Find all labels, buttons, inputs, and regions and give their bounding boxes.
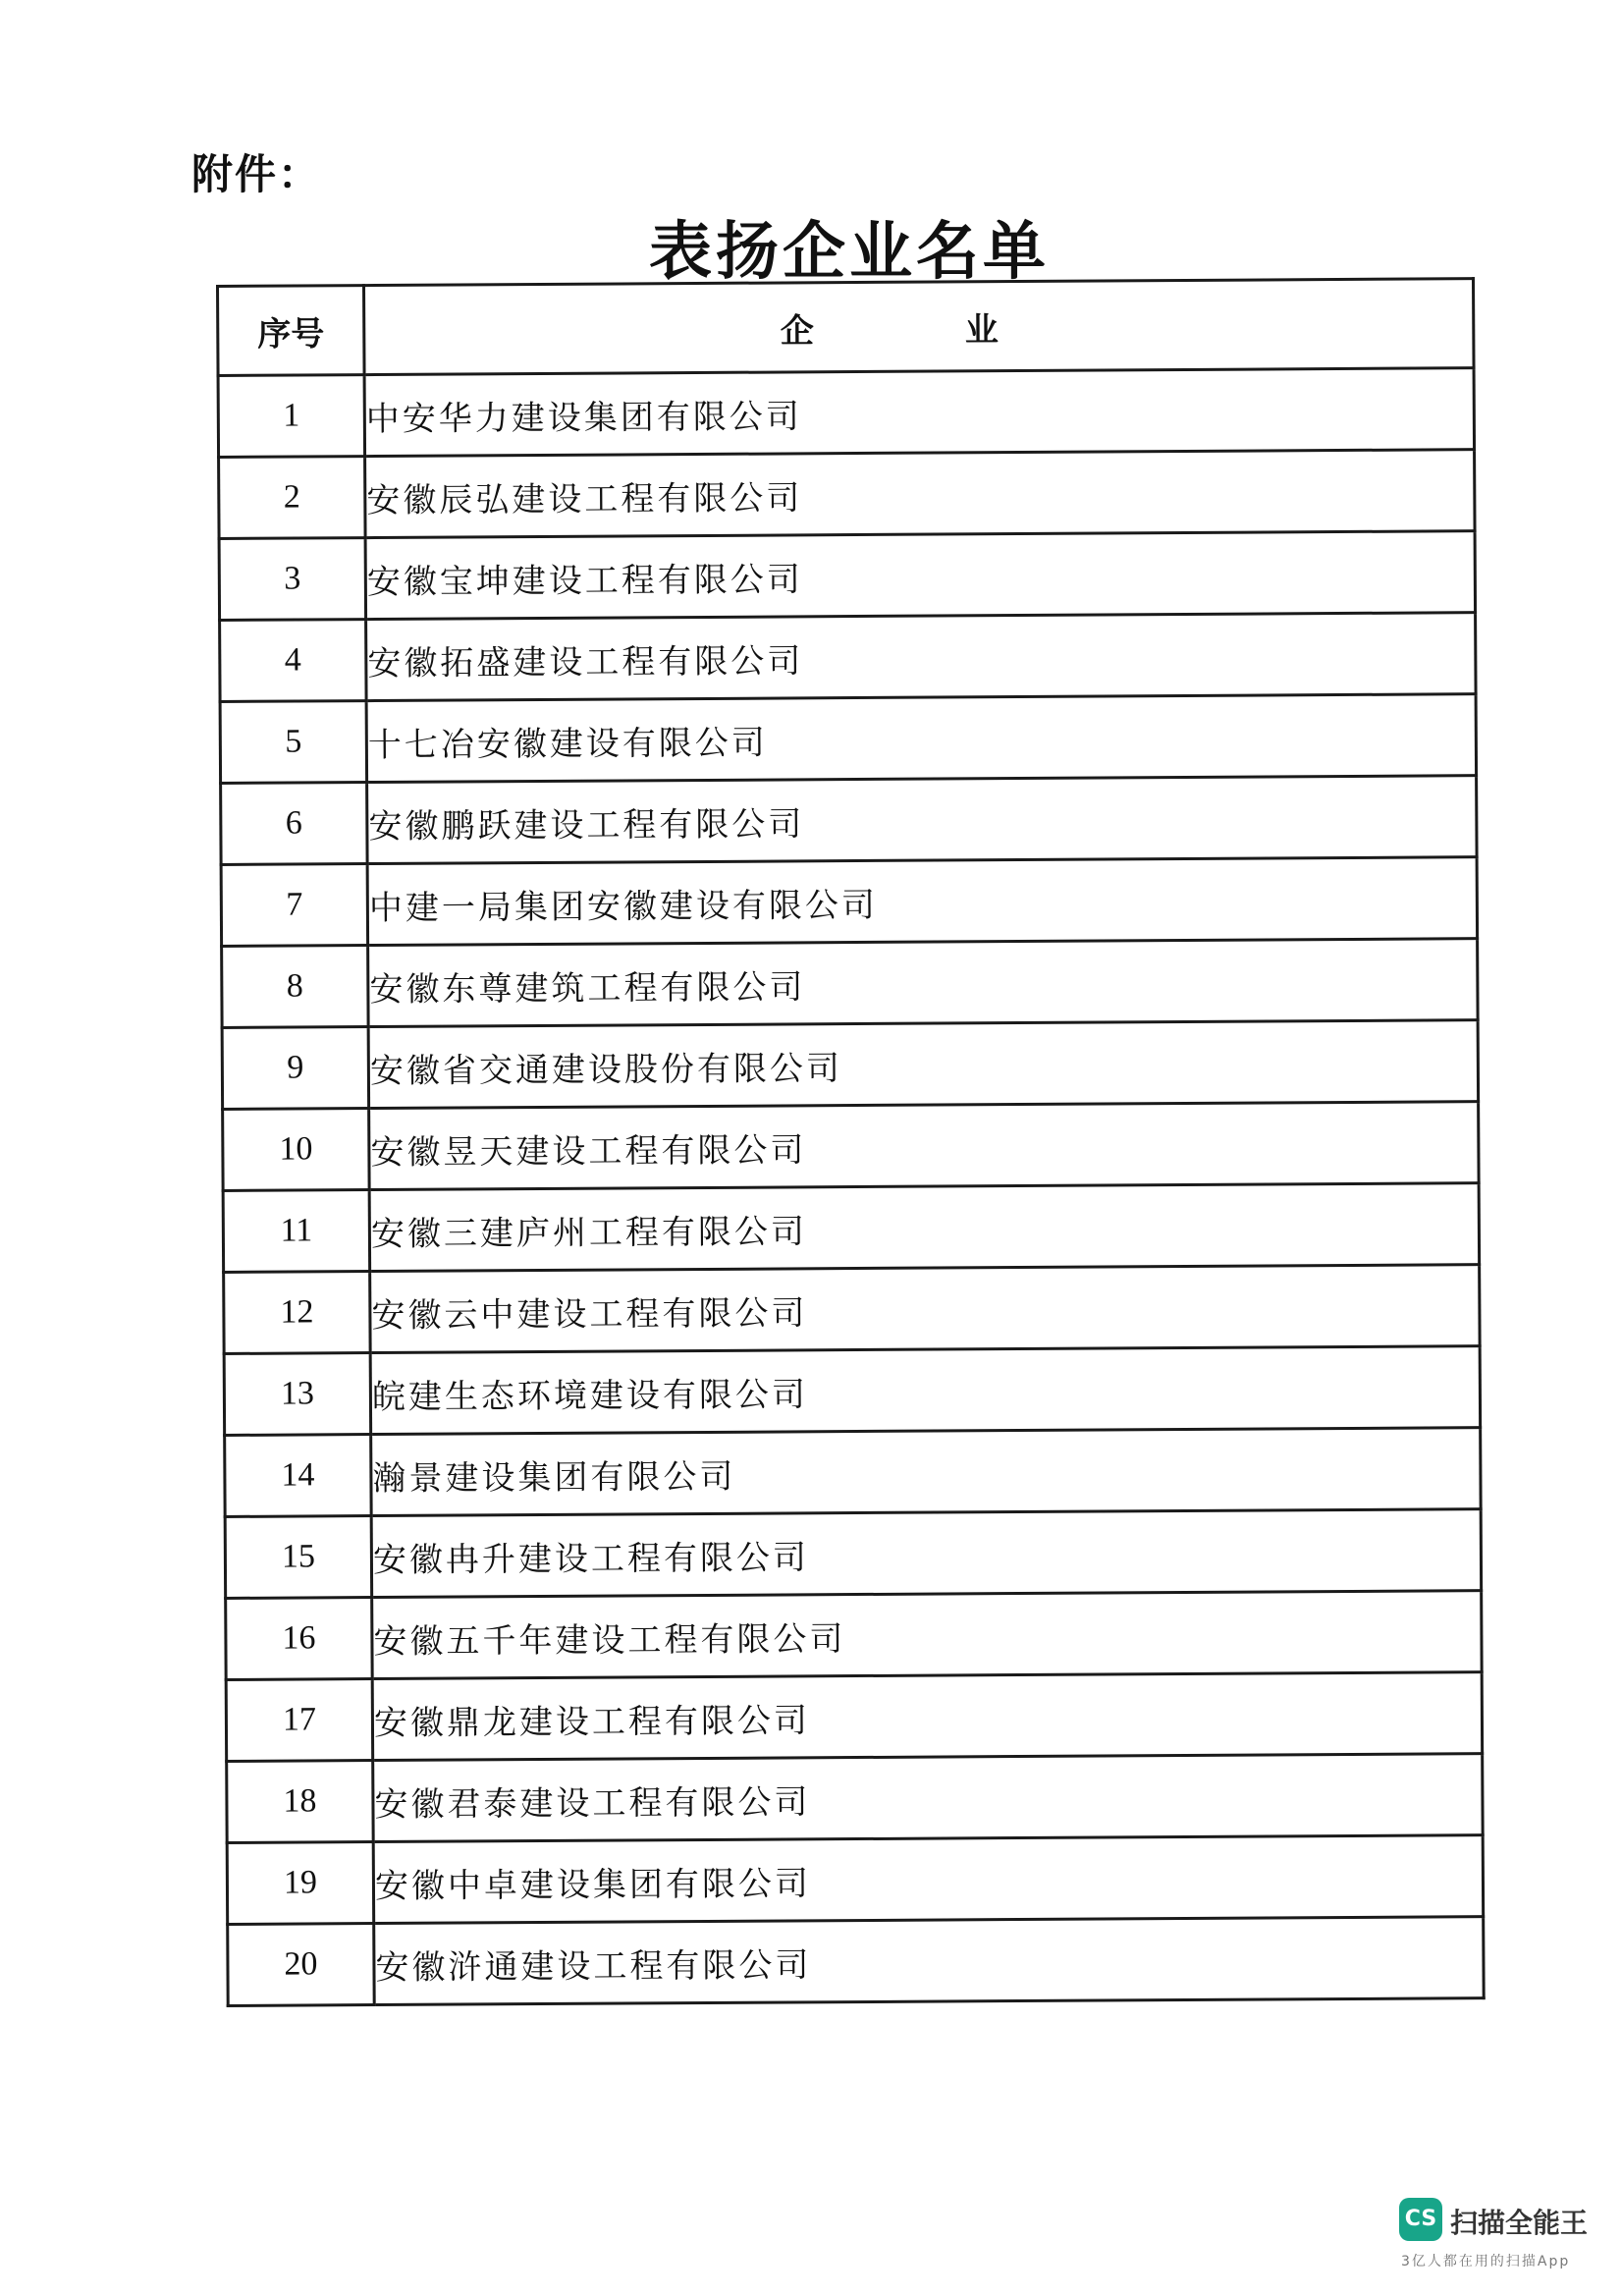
table-row — [220, 694, 1476, 784]
table-row — [225, 1428, 1481, 1517]
row-number: 2 — [219, 457, 366, 539]
table-row — [220, 613, 1476, 702]
row-number: 9 — [222, 1027, 369, 1110]
row-number: 1 — [218, 375, 365, 458]
enterprise-name: 安徽昱天建设工程有限公司 — [369, 1102, 1479, 1190]
column-header-enterprise: 企 业 — [364, 279, 1475, 375]
enterprise-name: 中安华力建设集团有限公司 — [364, 368, 1474, 457]
table-row — [224, 1265, 1480, 1354]
row-number: 5 — [220, 701, 367, 784]
enterprise-name: 十七冶安徽建设有限公司 — [366, 694, 1476, 783]
enterprise-name: 中建一局集团安徽建设有限公司 — [367, 857, 1477, 946]
table-row — [227, 1835, 1483, 1925]
enterprise-name: 安徽宝坤建设工程有限公司 — [365, 531, 1475, 620]
enterprise-name: 瀚景建设集团有限公司 — [371, 1428, 1481, 1516]
row-number: 17 — [226, 1679, 373, 1762]
table-row — [221, 857, 1477, 947]
watermark-tagline: 3亿人都在用的扫描App — [1401, 2254, 1571, 2269]
enterprise-name: 安徽浒通建设工程有限公司 — [374, 1917, 1484, 2005]
row-number: 3 — [219, 538, 366, 621]
row-number: 15 — [225, 1516, 372, 1599]
enterprise-name: 安徽鼎龙建设工程有限公司 — [372, 1672, 1482, 1761]
table-row — [223, 1102, 1479, 1191]
row-number: 8 — [222, 946, 369, 1028]
row-number: 7 — [221, 864, 368, 947]
table-row — [218, 368, 1474, 458]
enterprise-name: 安徽冉升建设工程有限公司 — [371, 1509, 1481, 1598]
camscanner-logo-icon: CS — [1399, 2198, 1442, 2241]
table-row — [222, 939, 1478, 1028]
row-number: 20 — [228, 1924, 375, 2006]
enterprise-name: 安徽拓盛建设工程有限公司 — [366, 613, 1476, 701]
table-row — [228, 1917, 1484, 2006]
table-row — [226, 1672, 1482, 1762]
enterprise-name: 安徽三建庐州工程有限公司 — [369, 1183, 1479, 1272]
attachment-label: 附件： — [191, 150, 322, 198]
row-number: 4 — [220, 620, 367, 702]
row-number: 18 — [227, 1761, 374, 1843]
table-row — [226, 1591, 1482, 1680]
table-row — [224, 1346, 1480, 1436]
enterprise-name: 安徽五千年建设工程有限公司 — [372, 1591, 1482, 1679]
row-number: 14 — [225, 1435, 372, 1517]
table-row — [225, 1509, 1481, 1599]
enterprise-name: 皖建生态环境建设有限公司 — [370, 1346, 1480, 1435]
table-row — [223, 1183, 1479, 1273]
scanner-watermark — [1399, 2198, 1595, 2276]
row-number: 16 — [226, 1598, 373, 1680]
row-number: 12 — [224, 1272, 371, 1354]
row-number: 11 — [223, 1190, 370, 1273]
row-number: 10 — [223, 1109, 370, 1191]
enterprise-name: 安徽云中建设工程有限公司 — [370, 1265, 1480, 1353]
row-number: 13 — [224, 1353, 371, 1436]
enterprise-name: 安徽中卓建设集团有限公司 — [373, 1835, 1483, 1924]
watermark-app-name: 扫描全能王 — [1450, 2207, 1589, 2239]
page-title: 表扬企业名单 — [649, 215, 1050, 289]
table-row — [227, 1754, 1483, 1843]
column-header-number: 序号 — [218, 286, 365, 376]
enterprise-name: 安徽省交通建设股份有限公司 — [368, 1020, 1478, 1109]
enterprise-name: 安徽东尊建筑工程有限公司 — [368, 939, 1478, 1027]
table-row — [219, 450, 1475, 539]
enterprise-name: 安徽君泰建设工程有限公司 — [373, 1754, 1483, 1842]
enterprise-name: 安徽辰弘建设工程有限公司 — [365, 450, 1475, 538]
table-header-row — [218, 279, 1475, 376]
row-number: 19 — [227, 1842, 374, 1925]
enterprise-table — [216, 277, 1486, 2007]
table-row — [221, 776, 1477, 865]
table-row — [222, 1020, 1478, 1110]
table-row — [219, 531, 1475, 621]
row-number: 6 — [221, 783, 368, 865]
enterprise-name: 安徽鹏跃建设工程有限公司 — [367, 776, 1477, 864]
